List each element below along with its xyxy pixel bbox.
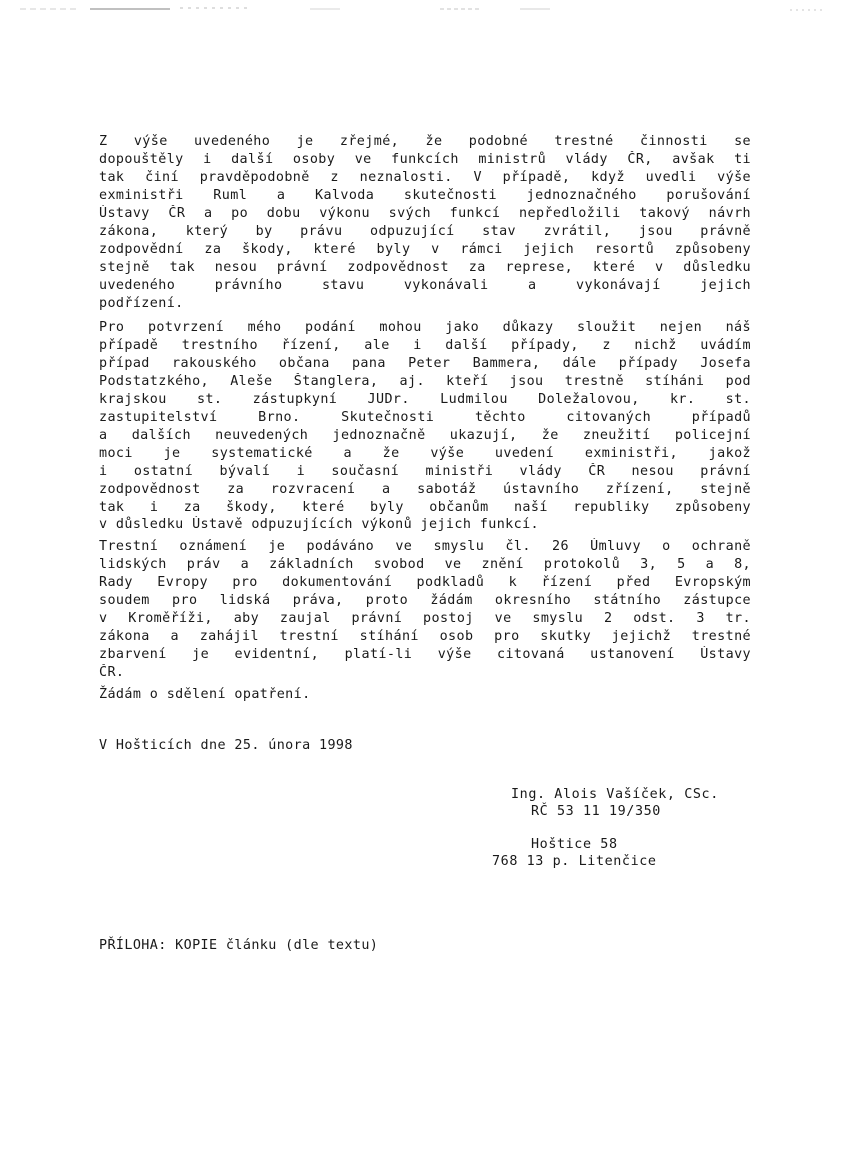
attachment-line: PŘÍLOHA: KOPIE článku (dle textu) (99, 938, 379, 953)
text-line: zodpovědnost za rozvracení a sabotáž ústavního zřízení, stejně (99, 481, 751, 497)
text-line: soudem pro lidská práva, proto žádám okresního státního zástupce (99, 592, 751, 608)
signature-name: Ing. Alois Vašíček, CSc. (511, 787, 719, 802)
scan-edge-artifact (20, 6, 830, 12)
signature-address-line-2: 768 13 p. Litenčice (492, 854, 657, 869)
text-line: Z výše uvedeného je zřejmé, že podobné trestné činnosti se (99, 134, 751, 149)
text-line: i ostatní bývalí i současní ministři vlády ČR nesou právní (99, 463, 751, 479)
text-line: zodpovědní za škody, které byly v rámci jejich resortů způsobeny (99, 241, 751, 257)
text-line: dopouštěly i další osoby ve funkcích ministrů vlády ČR, avšak ti (99, 151, 751, 167)
signature-id-number: RČ 53 11 19/350 (531, 804, 661, 819)
text-line: Rady Evropy pro dokumentování podkladů k řízení před Evropským (99, 574, 751, 590)
text-line: tak i za škody, které byly občanům naší republiky způsobeny (99, 499, 751, 515)
text-line: případě trestního řízení, ale i další případy, z nichž uvádím (99, 337, 751, 353)
text-line: moci je systematické a že výše uvedení exministři, jakož (99, 445, 751, 461)
text-line: zbarvení je evidentní, platí-li výše citovaná ustanovení Ústavy (99, 646, 751, 662)
text-line: lidských práv a základních svobod ve znění protokolů 3, 5 a 8, (99, 556, 751, 572)
place-date-line: V Hošticích dne 25. února 1998 (99, 738, 353, 753)
paragraph-evidence-cases (99, 319, 751, 534)
text-line: exministři Ruml a Kalvoda skutečnosti jednoznačného porušování (99, 187, 751, 203)
text-line: krajskou st. zástupkyní JUDr. Ludmilou Doležalovou, kr. st. (99, 391, 751, 407)
text-line: uvedeného právního stavu vykonávali a vykonávají jejich (99, 277, 751, 293)
text-line: v Kroměříži, aby zaujal právní postoj ve smyslu 2 odst. 3 tr. (99, 610, 751, 626)
paragraph-ministers-liability (99, 133, 751, 313)
text-line: Trestní oznámení je podáváno ve smyslu čl. 26 Úmluvy o ochraně (99, 539, 751, 554)
signature-address-line-1: Hoštice 58 (531, 837, 618, 852)
text-line: podřízení. (99, 295, 184, 311)
request-line: Žádám o sdělení opatření. (99, 687, 311, 702)
text-line: zákona, který by právu odpuzující stav zvrátil, jsou právně (99, 223, 751, 239)
text-line: Ústavy ČR a po dobu výkonu svých funkcí nepředložili takový návrh (99, 205, 751, 221)
text-line: stejně tak nesou právní zodpovědnost za represe, které v důsledku (99, 259, 751, 275)
text-line: případ rakouského občana pana Peter Bammera, dále případy Josefa (99, 355, 751, 371)
text-line: zastupitelství Brno. Skutečnosti těchto citovaných případů (99, 409, 751, 425)
text-line: a dalších neuvedených jednoznačně ukazují, že zneužití policejní (99, 427, 751, 443)
text-line: Podstatzkého, Aleše Štanglera, aj. kteří jsou trestně stíháni pod (99, 373, 751, 389)
text-line: Pro potvrzení mého podání mohou jako důkazy sloužit nejen náš (99, 320, 751, 335)
text-line: zákona a zahájil trestní stíhání osob pro skutky jejichž trestné (99, 628, 751, 644)
paragraph-criminal-complaint (99, 538, 751, 682)
text-line: v důsledku Ústavě odpuzujících výkonů jejich funkcí. (99, 517, 540, 533)
text-line: tak činí pravděpodobně z neznalosti. V případě, když uvedli výše (99, 169, 751, 185)
text-line: ČR. (99, 664, 125, 680)
